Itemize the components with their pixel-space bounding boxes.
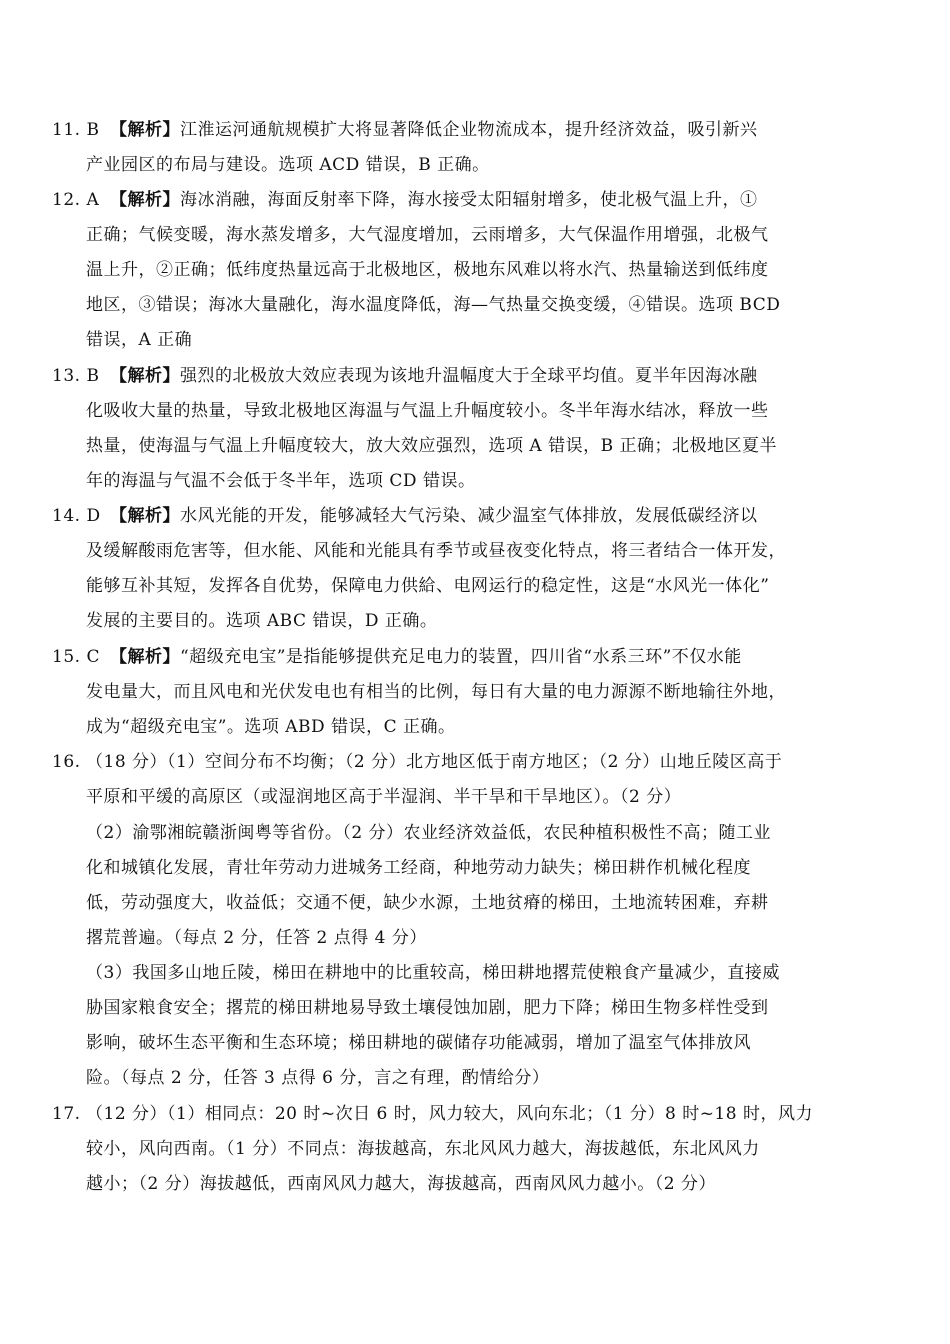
item-12-line-5: 错误，A 正确 xyxy=(86,330,193,350)
item-14-line-3: 能够互补其短，发挥各自优势，保障电力供給、电网运行的稳定性，这是“水风光一体化” xyxy=(86,576,770,596)
line-text: 水风光能的开发，能够减轻大气污染、减少温室气体排放，发展低碳经济以 xyxy=(180,506,758,526)
item-13-line-3: 热量，使海温与气温上升幅度较大，放大效应强烈，选项 A 错误，B 正确；北极地区夏半 xyxy=(86,436,777,456)
item-17-line-1 xyxy=(52,1102,813,1126)
item-16-line-2: 平原和平缓的高原区（或湿润地区高于半湿润、半干旱和干旱地区）。（2 分） xyxy=(86,787,682,807)
item-15-line-2: 发电量大，而且风电和光伏发电也有相当的比例，每日有大量的电力源源不断地输往外地， xyxy=(86,682,786,702)
item-17-line-3: 越小；（2 分）海拔越低，西南风风力越大，海拔越高，西南风风力越小。（2 分） xyxy=(86,1174,716,1194)
item-13-line-4: 年的海温与气温不会低于冬半年，选项 CD 错误。 xyxy=(86,471,476,491)
item-number: 14. D xyxy=(52,506,101,526)
item-14-line-4: 发展的主要目的。选项 ABC 错误，D 正确。 xyxy=(86,611,438,631)
item-12-line-1 xyxy=(52,188,758,212)
item-15-line-3: 成为“超级充电宝”。选项 ABD 错误，C 正确。 xyxy=(86,717,456,737)
item-number: 17. xyxy=(52,1104,81,1124)
line-text: 江淮运河通航规模扩大将显著降低企业物流成本，提升经济效益，吸引新兴 xyxy=(180,120,758,140)
item-16-line-7: （3）我国多山地丘陵，梯田在耕地中的比重较高，梯田耕地撂荒使粮食产量减少，直接威 xyxy=(86,963,780,983)
analysis-tag: 【解析】 xyxy=(110,190,180,210)
item-16-line-4: 化和城镇化发展，青壮年劳动力进城务工经商，种地劳动力缺失；梯田耕作机械化程度 xyxy=(86,858,751,878)
item-13-line-2: 化吸收大量的热量，导致北极地区海温与气温上升幅度较小。冬半年海水结冰，释放一些 xyxy=(86,401,769,421)
analysis-tag: 【解析】 xyxy=(110,120,180,140)
analysis-tag: 【解析】 xyxy=(110,506,180,526)
line-text: 海冰消融，海面反射率下降，海水接受太阳辐射增多，使北极气温上升，① xyxy=(180,190,758,210)
line-text: 强烈的北极放大效应表现为该地升温幅度大于全球平均值。夏半年因海冰融 xyxy=(180,366,758,386)
item-11-line-2: 产业园区的布局与建设。选项 ACD 错误，B 正确。 xyxy=(86,155,490,175)
line-text: （12 分）（1）相同点：20 时~次日 6 时，风力较大，风向东北；（1 分）8 时~18 时，风力 xyxy=(86,1104,813,1124)
item-12-line-4: 地区，③错误；海冰大量融化，海水温度降低，海—气热量交换变缓，④错误。选项 BCD xyxy=(86,295,781,315)
item-16-line-9: 影响，破坏生态平衡和生态环境；梯田耕地的碳储存功能减弱，增加了温室气体排放风 xyxy=(86,1033,751,1053)
item-number: 11. B xyxy=(52,120,100,140)
item-16-line-10: 险。（每点 2 分，任答 3 点得 6 分，言之有理，酌情给分） xyxy=(86,1068,550,1088)
item-number: 13. B xyxy=(52,366,100,386)
item-16-line-1 xyxy=(52,750,782,774)
item-17-line-2: 较小，风向西南。（1 分）不同点：海拔越高，东北风风力越大，海拔越低，东北风风力 xyxy=(86,1139,760,1159)
analysis-tag: 【解析】 xyxy=(110,366,180,386)
item-11-line-1 xyxy=(52,118,758,142)
item-14-line-2: 及缓解酸雨危害等，但水能、风能和光能具有季节或昼夜变化特点，将三者结合一体开发， xyxy=(86,541,786,561)
analysis-tag: 【解析】 xyxy=(110,647,180,667)
item-number: 16. xyxy=(52,752,81,772)
item-16-line-6: 撂荒普遍。（每点 2 分，任答 2 点得 4 分） xyxy=(86,928,427,948)
line-text: “超级充电宝”是指能够提供充足电力的装置，四川省“水系三环”不仅水能 xyxy=(180,647,742,667)
line-text: （18 分）（1）空间分布不均衡；（2 分）北方地区低于南方地区；（2 分）山地丘陵区高于 xyxy=(86,752,783,772)
item-12-line-3: 温上升，②正确；低纬度热量远高于北极地区，极地东风难以将水汽、热量输送到低纬度 xyxy=(86,260,769,280)
item-16-line-5: 低，劳动强度大，收益低；交通不便，缺少水源，土地贫瘠的梯田，土地流转困难，弃耕 xyxy=(86,893,769,913)
item-number: 15. C xyxy=(52,647,100,667)
item-12-line-2: 正确；气候变暖，海水蒸发增多，大气湿度增加，云雨增多，大气保温作用增强，北极气 xyxy=(86,225,769,245)
item-16-line-8: 胁国家粮食安全；撂荒的梯田耕地易导致土壤侵蚀加剧，肥力下降；梯田生物多样性受到 xyxy=(86,998,769,1018)
item-number: 12. A xyxy=(52,190,100,210)
item-16-line-3: （2）渝鄂湘皖赣浙闽粤等省份。（2 分）农业经济效益低，农民种植积极性不高；随工业 xyxy=(86,823,772,843)
item-15-line-1 xyxy=(52,645,742,669)
item-14-line-1 xyxy=(52,504,758,528)
item-13-line-1 xyxy=(52,364,758,388)
